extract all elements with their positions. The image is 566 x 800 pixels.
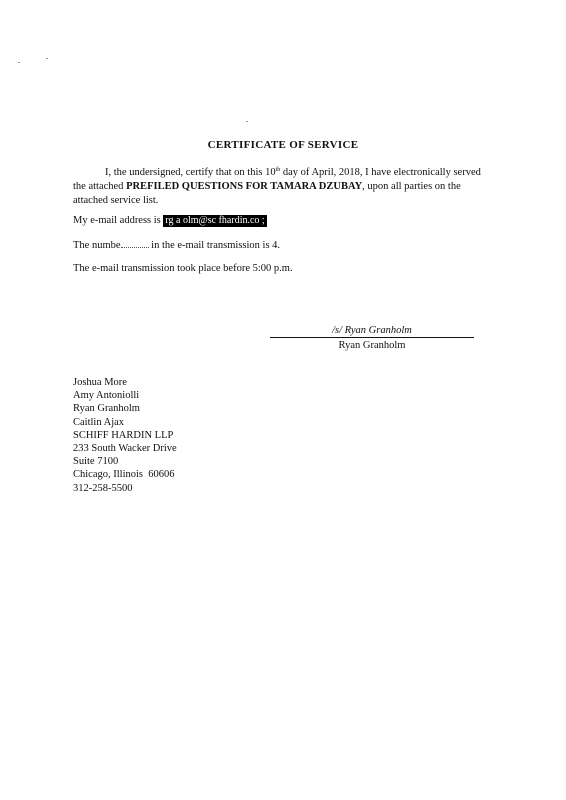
pages-prefix: The numbe [73,240,121,251]
service-list-line: SCHIFF HARDIN LLP [73,429,174,441]
cert-middle: day of April, 2018, I have electronically served the attached [73,167,481,192]
service-list-line: 312-258-5500 [73,482,133,494]
email-line [73,215,267,227]
cert-prefix: I, the undersigned, certify that on this 10 [105,167,276,178]
service-list-line: Suite 7100 [73,456,119,468]
cert-ordinal-suffix: th [275,167,281,173]
scan-speck [246,121,248,122]
pages-suffix: in the e-mail transmission is 4. [148,240,281,251]
email-label: My e-mail address is [73,215,164,226]
transmission-time-line: The e-mail transmission took place before 5:00 p.m. [73,263,293,274]
cert-document-name: PREFILED QUESTIONS FOR TAMARA DZUBAY [126,181,363,192]
printed-name: Ryan Granholm [338,340,406,351]
scan-speck [18,62,20,63]
signature: /s/ Ryan Granholm [270,325,474,338]
certification-paragraph [73,166,493,208]
scan-speck [46,58,48,59]
service-list-line: Caitlin Ajax [73,416,125,428]
service-list-line: 233 South Wacker Drive [73,443,177,455]
redaction-gap [121,239,149,248]
service-list-line: Amy Antoniolli [73,390,140,402]
redacted-email: rg a olm@sc fhardin.co ; [165,215,265,226]
service-list [73,376,177,495]
page-title: CERTIFICATE OF SERVICE [207,139,359,151]
signature-block [270,325,474,351]
service-list-line: Chicago, Illinois 60606 [73,469,175,481]
pages-line [73,239,280,251]
service-list-line: Joshua More [73,377,127,388]
service-list-line: Ryan Granholm [73,403,140,415]
cert-suffix: , upon all parties on the attached service list. [73,181,461,206]
